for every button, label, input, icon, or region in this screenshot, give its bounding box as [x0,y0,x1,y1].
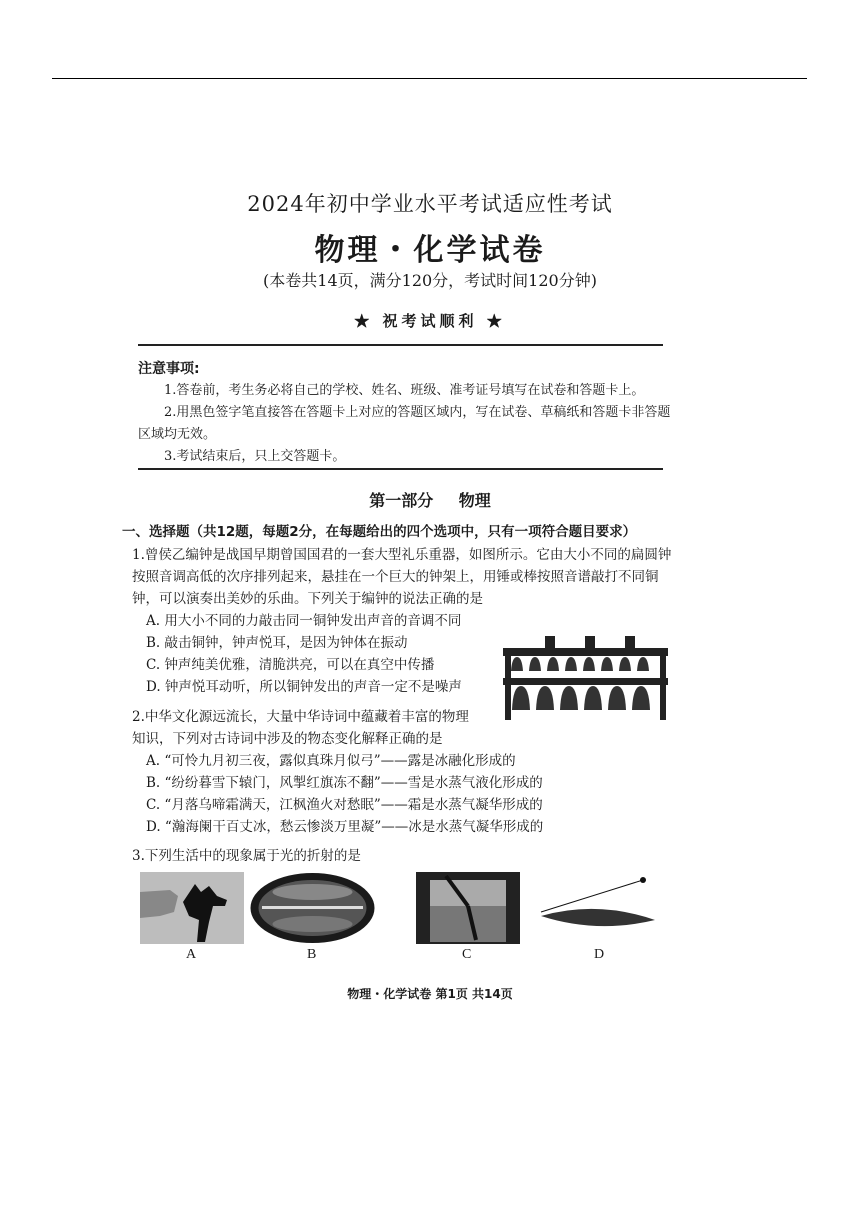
question-3 [132,845,672,867]
section-title: 一、选择题（共12题，每题2分，在每题给出的四个选项中，只有一项符合题目要求） [122,524,637,540]
water-reflection-photo [250,872,375,944]
exam-title: 2024年初中学业水平考试适应性考试 [247,192,613,216]
figure-label-d: D [594,947,605,962]
notice-item: 3.考试结束后，只上交答题卡。 [164,449,346,464]
option-b: B. “纷纷暮雪下辕门，风掣红旗冻不翻”——雪是水蒸气液化形成的 [146,775,543,791]
good-luck-banner: ★ 祝考试顺利 ★ [354,312,506,330]
subject-title: 物理・化学试卷 [314,233,546,268]
option-b: B. 敲击铜钟，钟声悦耳，是因为钟体在振动 [146,635,408,651]
eclipse-diagram [535,872,660,944]
part-title: 第一部分 物理 [369,491,491,510]
exam-info: (本卷共14页，满分120分，考试时间120分钟) [263,271,597,290]
option-a: A. 用大小不同的力敲击同一铜钟发出声音的音调不同 [146,613,462,629]
notice-title: 注意事项: [138,361,200,377]
question-2 [132,706,672,838]
notice-item: 1.答卷前，考生务必将自己的学校、姓名、班级、准考证号填写在试卷和答题卡上。 [164,383,645,398]
option-d: D. 钟声悦耳动听，所以铜钟发出的声音一定不是噪声 [146,679,462,695]
page-footer: 物理・化学试卷 第1页 共14页 [347,987,513,1001]
option-d: D. “瀚海阑干百丈冰，愁云惨淡万里凝”——冰是水蒸气凝华形成的 [146,819,544,835]
option-c: C. “月落乌啼霜满天，江枫渔火对愁眠”——霜是水蒸气凝华形成的 [146,797,543,813]
option-a: A. “可怜九月初三夜，露似真珠月似弓”——露是冰融化形成的 [146,753,516,769]
figure-label-c: C [462,947,472,962]
question-stem: 知识，下列对古诗词中涉及的物态变化解释正确的是 [132,731,443,747]
question-stem: 2.中华文化源远流长，大量中华诗词中蕴藏着丰富的物理 [132,709,469,725]
divider [138,344,663,346]
notice-item: 2.用黑色签字笔直接答在答题卡上对应的答题区域内，写在试卷、草稿纸和答题卡非答题区域均无效。 [138,405,671,442]
figure-label-b: B [307,947,317,962]
option-c: C. 钟声纯美优雅，清脆洪亮，可以在真空中传播 [146,657,435,673]
question-stem: 1.曾侯乙编钟是战国早期曾国国君的一套大型礼乐重器，如图所示。它由大小不同的扁圆钟按照音调高低的次序排列起来，悬挂在一个巨大的钟架上，用锤或棒按照音谱敲打不同铜钟，可以演奏出美妙的乐曲。下列关于编钟的说法正确的是 [132,547,672,607]
figure-label-a: A [186,947,197,962]
divider [138,468,663,470]
top-rule [52,78,807,79]
question-stem: 3.下列生活中的现象属于光的折射的是 [132,848,361,864]
notice-box [138,358,673,468]
hand-shadow-photo [140,872,244,944]
bent-pencil-photo [416,872,520,944]
